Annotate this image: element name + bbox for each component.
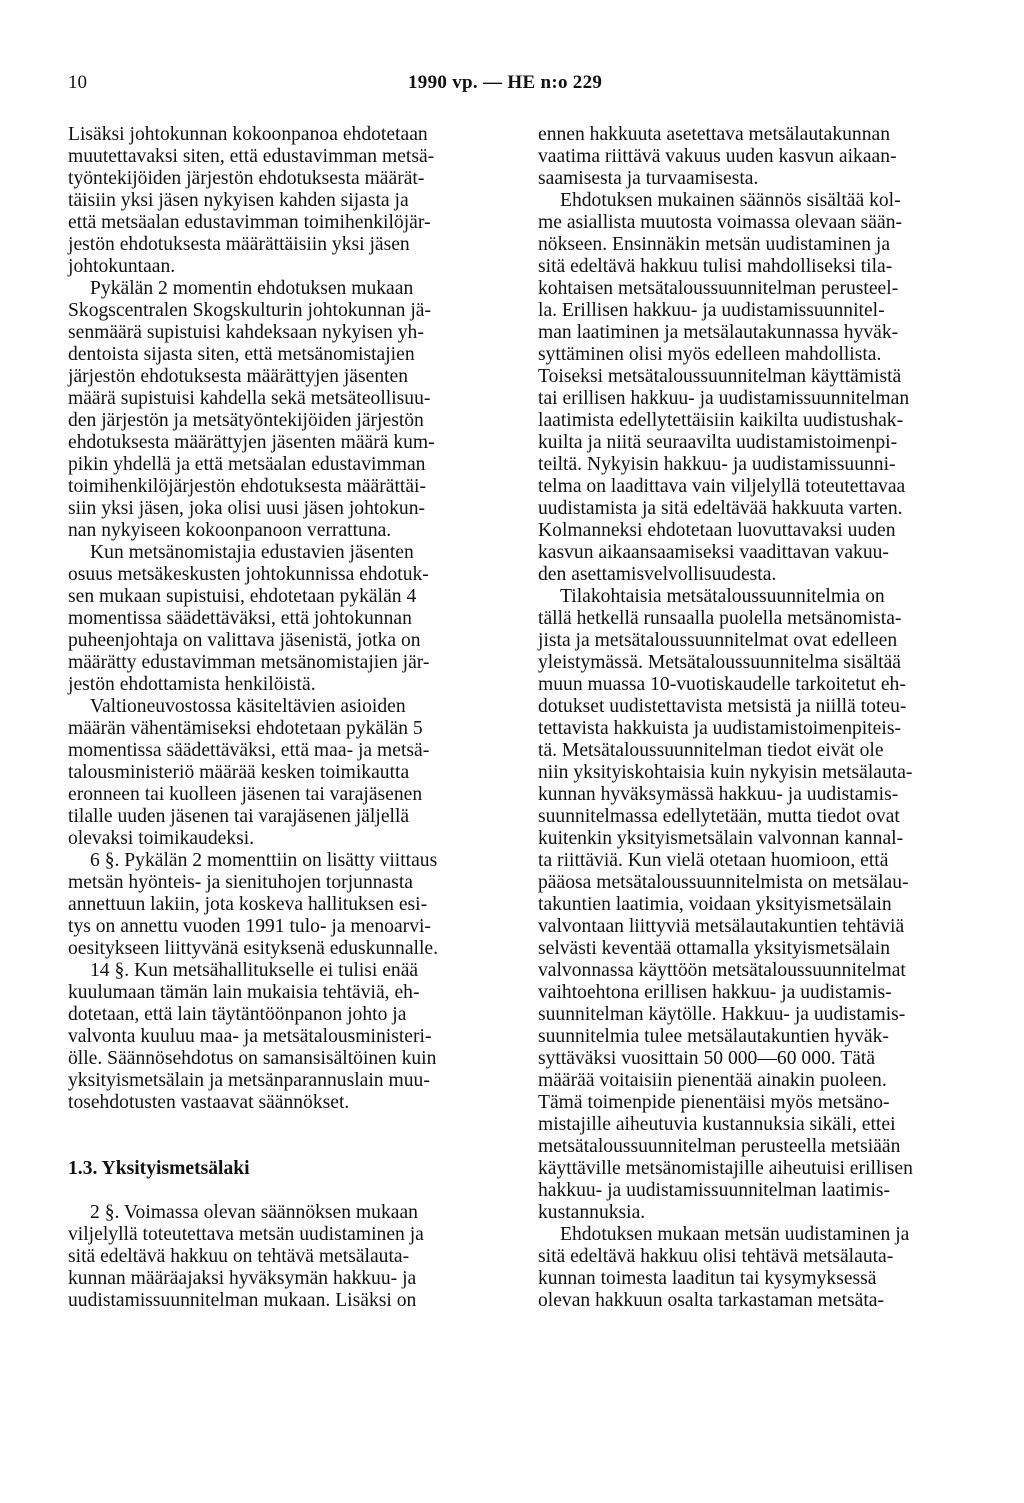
text-line: johtokuntaan. (68, 256, 176, 277)
text-line: mistajille aiheutuvia kustannuksia sikäli, ettei (538, 1114, 896, 1135)
text-line: tällä hetkellä runsaalla puolella metsänomista- (538, 608, 902, 629)
text-line: valvonnassa käyttöön metsätaloussuunnitelmat (538, 960, 906, 981)
text-line: uudistamista ja sitä edeltävää hakkuuta varten. (538, 498, 903, 519)
text-line: jestön ehdotuksesta määrättäisiin yksi jäsen (68, 234, 410, 255)
text-line: vaatima riittävä vakuus uuden kasvun aikaan- (538, 146, 897, 167)
text-line: Skogscentralen Skogskulturin johtokunnan jä- (68, 300, 431, 321)
text-line: tys on annettu vuoden 1991 tulo- ja menoarvi- (68, 916, 431, 937)
text-line: Lisäksi johtokunnan kokoonpanoa ehdotetaan (68, 124, 428, 145)
text-line: syttäväksi vuosittain 50 000—60 000. Tätä (538, 1048, 876, 1069)
text-line: pikin yhdellä ja että metsäalan edustavimman (68, 454, 426, 475)
text-line: telma on laadittava vain viljelyllä toteutettavaa (538, 476, 906, 497)
text-line: eronneen tai kuolleen jäsenen tai varajäsenen (68, 784, 423, 805)
text-line: Tämä toimenpide pienentäisi myös metsäno- (538, 1092, 890, 1113)
text-line: määrä supistuisi kahdella sekä metsäteollisuu- (68, 388, 431, 409)
text-line: suunnitelmassa edellytetään, mutta tiedot ovat (538, 806, 900, 827)
text-line: teiltä. Nykyisin hakkuu- ja uudistamissuunni- (538, 454, 896, 475)
text-line: oesitykseen liittyvänä esityksenä eduskunnalle. (68, 938, 439, 959)
text-line: suunnitelman käytölle. Hakkuu- ja uudistamis- (538, 1004, 906, 1025)
text-line: vaihtoehtona erillisen hakkuu- ja uudistamis- (538, 982, 892, 1003)
text-line: den järjestön ja metsätyöntekijöiden järjestön (68, 410, 424, 431)
text-line: 6 §. Pykälän 2 momenttiin on lisätty viittaus (90, 850, 438, 871)
text-line: että metsäalan edustavimman toimihenkilöjär- (68, 212, 431, 233)
text-line: määrätty edustavimman metsänomistajien jär- (68, 652, 430, 673)
text-line: olevaksi toimikaudeksi. (68, 828, 255, 849)
text-line: toimihenkilöjärjestön ehdotuksesta määrättäi- (68, 476, 427, 497)
text-line: Tilakohtaisia metsätaloussuunnitelmia on (560, 586, 885, 607)
text-line: puheenjohtaja on valittava jäsenistä, jotka on (68, 630, 421, 651)
text-line: tä. Metsätaloussuunnitelman tiedot eivät ole (538, 740, 884, 761)
text-line: momentissa säädettäväksi, että johtokunnan (68, 608, 412, 629)
text-line: kunnan määräajaksi hyväksymän hakkuu- ja (68, 1268, 417, 1289)
blank-line (68, 1136, 530, 1158)
text-line: ehdotuksesta määrättyjen jäsenten määrä kum- (68, 432, 435, 453)
text-line: hakkuu- ja uudistamissuunnitelman laatimis- (538, 1180, 891, 1201)
text-line: la. Erillisen hakkuu- ja uudistamissuunnitel- (538, 300, 885, 321)
text-line: valvontaan liittyviä metsälautakuntien tehtäviä (538, 916, 905, 937)
text-line: talousministeriö määrää kesken toimikautta (68, 762, 410, 783)
text-line: Kolmanneksi ehdotetaan luovuttavaksi uuden (538, 520, 896, 541)
text-line: nökseen. Ensinnäkin metsän uudistaminen ja (538, 234, 891, 255)
text-line: suunnitelmia tulee metsälautakuntien hyväk- (538, 1026, 889, 1047)
right-column (538, 124, 1000, 1312)
text-line: pääosa metsätaloussuunnitelmista on metsälau- (538, 872, 909, 893)
text-line: momentissa säädettäväksi, että maa- ja metsä- (68, 740, 430, 761)
text-line: kunnan toimesta laaditun tai kysymyksessä (538, 1268, 877, 1289)
text-line: senmäärä supistuisi kahdeksaan nykyisen yh- (68, 322, 424, 343)
text-line: tosehdotusten vastaavat säännökset. (68, 1092, 350, 1113)
blank-line (68, 1114, 530, 1136)
page-number: 10 (68, 72, 87, 93)
text-line: määrän vähentämiseksi ehdotetaan pykälän 5 (68, 718, 423, 739)
text-line: valvonta kuuluu maa- ja metsätalousministeri- (68, 1026, 432, 1047)
text-line: Ehdotuksen mukaan metsän uudistaminen ja (560, 1224, 910, 1245)
text-line: laatimista edellytettäisiin kaikilta uudistushak- (538, 410, 904, 431)
text-line: sen mukaan supistuisi, ehdotetaan pykälän 4 (68, 586, 417, 607)
text-line: järjestön ehdotuksesta määrättyjen jäsenten (68, 366, 409, 387)
text-line: kuulumaan tämän lain mukaisia tehtäviä, eh- (68, 982, 420, 1003)
text-line: jista ja metsätaloussuunnitelmat ovat edelleen (538, 630, 898, 651)
text-line: olevan hakkuun osalta tarkastaman metsäta- (538, 1290, 885, 1311)
text-line: uudistamissuunnitelman mukaan. Lisäksi on (68, 1290, 417, 1311)
text-line: käyttäville metsänomistajille aiheutuisi erillisen (538, 1158, 913, 1179)
text-line: Valtioneuvostossa käsiteltävien asioiden (90, 696, 406, 717)
text-line: jestön ehdottamista henkilöistä. (68, 674, 316, 695)
text-line: selvästi keventää ottamalla yksityismetsälain (538, 938, 891, 959)
text-line: dotukset uudistettavista metsistä ja niillä toteu- (538, 696, 907, 717)
text-line: ölle. Säännösehdotus on samansisältöinen kuin (68, 1048, 437, 1069)
text-line: nan nykyiseen kokoonpanoon verrattuna. (68, 520, 392, 541)
text-line: työntekijöiden järjestön ehdotuksesta määrät- (68, 168, 425, 189)
text-line: annettuun lakiin, jota koskeva hallituksen esi- (68, 894, 428, 915)
text-line: me asiallista muutosta voimassa olevaan sään- (538, 212, 903, 233)
text-line: yksityismetsälain ja metsänparannuslain muu- (68, 1070, 430, 1091)
text-line: kuitenkin yksityismetsälain valvonnan kannal- (538, 828, 904, 849)
text-line: tilalle uuden jäsenen tai varajäsenen jäljellä (68, 806, 410, 827)
text-line: yleistymässä. Metsätaloussuunnitelma sisältää (538, 652, 901, 673)
text-line: metsän hyönteis- ja sienituhojen torjunnasta (68, 872, 413, 893)
text-line: muun muassa 10-vuotiskaudelle tarkoitetut eh- (538, 674, 906, 695)
text-line: Ehdotuksen mukainen säännös sisältää kol- (560, 190, 901, 211)
text-line: Kun metsänomistajia edustavien jäsenten (90, 542, 414, 563)
text-line: dotetaan, että lain täytäntöönpanon johto ja (68, 1004, 407, 1025)
text-line: Toiseksi metsätaloussuunnitelman käyttämistä (538, 366, 902, 387)
text-line: kasvun aikaansaamiseksi vaadittavan vakuu- (538, 542, 889, 563)
text-line: sitä edeltävä hakkuu on tehtävä metsälauta- (68, 1246, 410, 1267)
text-line: 14 §. Kun metsähallitukselle ei tulisi enää (90, 960, 419, 981)
text-line: kustannuksia. (538, 1202, 646, 1223)
text-line: takuntien laatimia, voidaan yksityismetsälain (538, 894, 892, 915)
text-line: sitä edeltävä hakkuu olisi tehtävä metsälauta- (538, 1246, 894, 1267)
text-line: den asettamisvelvollisuudesta. (538, 564, 777, 585)
text-line: määrää voitaisiin pienentää ainakin puoleen. (538, 1070, 887, 1091)
text-line: Pykälän 2 momentin ehdotuksen mukaan (90, 278, 414, 299)
text-line: sitä edeltävä hakkuu tulisi mahdolliseksi tila- (538, 256, 893, 277)
text-line: viljelyllä toteutettava metsän uudistaminen ja (68, 1224, 424, 1245)
text-line: täisiin yksi jäsen nykyisen kahden sijasta ja (68, 190, 409, 211)
text-line: kohtaisen metsätaloussuunnitelman perusteel- (538, 278, 899, 299)
text-line: tettavista hakkuista ja uudistamistoimenpiteis- (538, 718, 901, 739)
text-line: siin yksi jäsen, joka olisi uusi jäsen johtokun- (68, 498, 426, 519)
text-line: dentoista sijasta siten, että metsänomistajien (68, 344, 415, 365)
text-line: kuilta ja niitä seuraavilta uudistamistoimenpi- (538, 432, 898, 453)
text-line: ta riittäviä. Kun vielä otetaan huomioon, että (538, 850, 889, 871)
text-line: kunnan hyväksymässä hakkuu- ja uudistamis- (538, 784, 899, 805)
text-line: saamisesta ja turvaamisesta. (538, 168, 759, 189)
section-heading: 1.3. Yksityismetsälaki (68, 1158, 250, 1179)
text-line: 2 §. Voimassa olevan säännöksen mukaan (90, 1202, 418, 1223)
text-line: muutettavaksi siten, että edustavimman metsä- (68, 146, 435, 167)
left-column (68, 124, 530, 1312)
text-line: osuus metsäkeskusten johtokunnissa ehdotuk- (68, 564, 429, 585)
text-line: tai erillisen hakkuu- ja uudistamissuunnitelman (538, 388, 910, 409)
text-line: man laatiminen ja metsälautakunnassa hyväk- (538, 322, 899, 343)
blank-line (68, 1180, 530, 1202)
text-line: niin yksityiskohtaisia kuin nykyisin metsälauta- (538, 762, 913, 783)
text-line: metsätaloussuunnitelman perusteella metsiään (538, 1136, 901, 1157)
page-header (0, 72, 1024, 102)
text-line: ennen hakkuuta asetettava metsälautakunnan (538, 124, 890, 145)
running-title: 1990 vp. — HE n:o 229 (408, 72, 603, 93)
text-line: syttäminen olisi myös edelleen mahdollista. (538, 344, 882, 365)
